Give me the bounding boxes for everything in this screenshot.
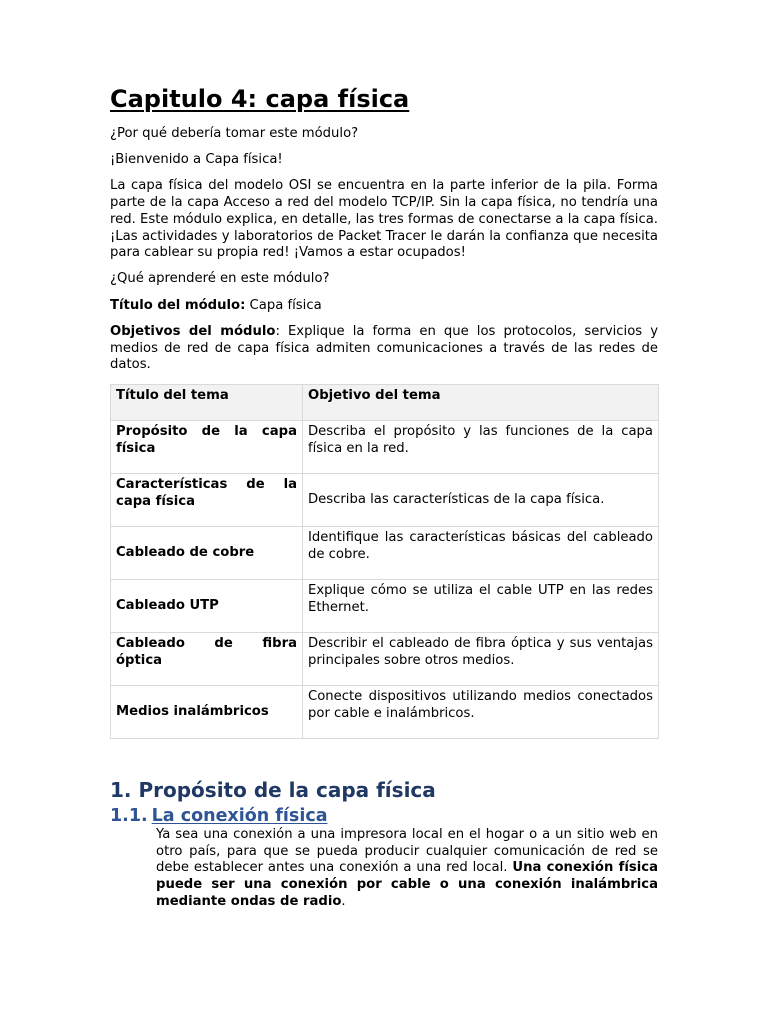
subsection-title-link[interactable]: La conexión física [151,805,328,826]
learn-question: ¿Qué aprenderé en este módulo? [110,271,330,287]
table-cell-topic: Cableado de fibra óptica [111,632,303,685]
module-title-label: Título del módulo: [110,297,246,313]
subsection-number: 1.1. [110,805,148,826]
table-cell-topic: Características de la capa física [111,473,303,526]
table-row [111,526,659,579]
objectives-value: : Explique la forma en que los protocolos, servicios y medios de red de capa física admiten comunicaciones a través de las redes de datos. [110,323,658,373]
why-question: ¿Por qué debería tomar este módulo? [110,126,359,141]
table-header-topic: Título del tema [111,384,303,420]
table-row [111,473,659,526]
table-header-objective: Objetivo del tema [303,384,659,420]
section-body [156,827,658,911]
section-body-plain: Ya sea una conexión a una impresora local en el hogar o a un sitio web en otro país, para que se pueda producir cualquier comunicación de red se debe establecer antes una conexión a una red local. [156,826,658,876]
document-title: Capitulo 4: capa física [110,85,410,113]
section-body-end: . [341,893,346,909]
subsection-heading [110,805,658,827]
table-cell-objective: Describa las características de la capa física. [303,473,659,526]
table-cell-topic: Cableado de cobre [111,526,303,579]
table-cell-topic: Cableado UTP [111,579,303,632]
section-body-bold: Una conexión física puede ser una conexión por cable o una conexión inalámbrica mediante ondas de radio [156,860,658,909]
topics-table [110,384,659,739]
table-cell-topic: Propósito de la capa física [111,420,303,473]
objectives-line [110,324,658,374]
welcome-text: ¡Bienvenido a Capa física! [110,152,283,168]
module-title-value: Capa física [245,297,322,313]
document-page [110,82,658,920]
objectives-label: Objetivos del módulo [110,323,276,339]
section-heading: 1. Propósito de la capa física [110,777,436,802]
table-row [111,632,659,685]
table-cell-topic: Medios inalámbricos [111,685,303,738]
table-row [111,685,659,738]
table-cell-objective: Describa el propósito y las funciones de la capa física en la red. [303,420,659,473]
table-row [111,579,659,632]
table-row [111,420,659,473]
table-cell-objective: Identifique las características básicas del cableado de cobre. [303,526,659,579]
intro-paragraph: La capa física del modelo OSI se encuentra en la parte inferior de la pila. Forma parte de la capa Acceso a red del modelo TCP/IP. Sin la capa física, no tendría una red. Este módulo explica, en detalle, las tres formas de conectarse a la capa física. ¡Las actividades y laboratorios de Packet Tracer le darán la confianza que necesita para cablear su propia red! ¡Vamos a estar ocupados! [110,178,658,261]
table-cell-objective: Describir el cableado de fibra óptica y sus ventajas principales sobre otros medios. [303,632,659,685]
table-header-row [111,384,659,420]
table-cell-objective: Explique cómo se utiliza el cable UTP en las redes Ethernet. [303,579,659,632]
module-title-line [110,298,658,315]
table-cell-objective: Conecte dispositivos utilizando medios conectados por cable e inalámbricos. [303,685,659,738]
